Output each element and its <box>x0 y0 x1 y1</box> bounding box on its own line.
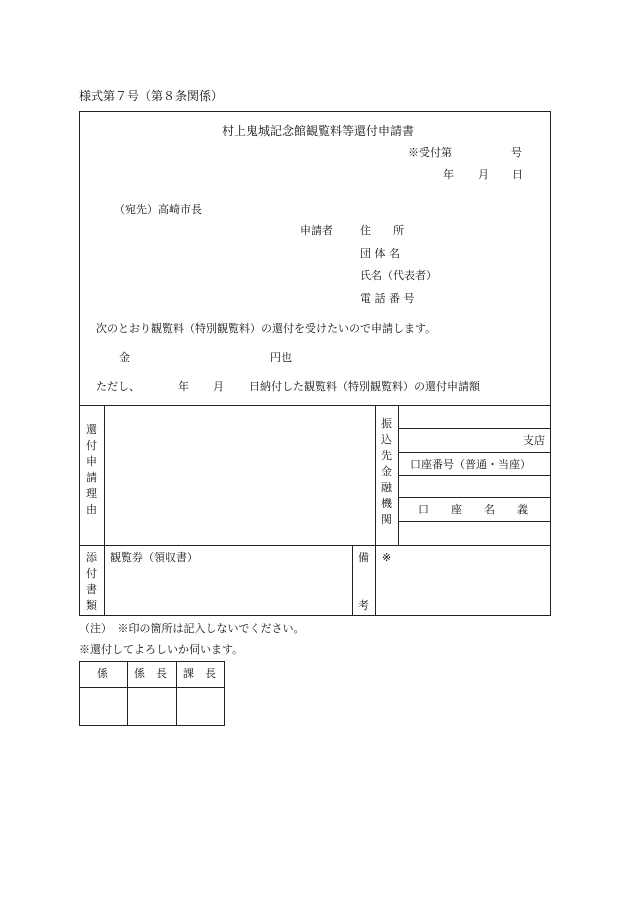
date-day: 日 <box>512 168 523 181</box>
attach-label-divider <box>104 545 105 616</box>
applicant-group: 団 体 名 <box>360 247 400 260</box>
attach-divider <box>79 545 551 546</box>
reason-label: 還 付 申 請 理 由 <box>86 423 97 516</box>
form-number: 様式第７号（第８条関係） <box>79 89 224 103</box>
date-year: 年 <box>443 168 454 181</box>
remarks-label-1: 備 <box>358 551 369 564</box>
remarks-label-2: 考 <box>358 599 369 612</box>
bank-account-name: 口 座 名 義 <box>418 503 528 516</box>
applicant-address: 住 所 <box>360 224 404 237</box>
bank-row-line <box>398 428 551 429</box>
proviso-suffix: 日納付した観覧料（特別観覧料）の還付申請額 <box>249 380 480 393</box>
bank-name-input[interactable] <box>399 406 550 427</box>
amount-label: 金 <box>119 351 130 364</box>
amount-unit: 円也 <box>270 351 292 364</box>
approval-cell-1[interactable] <box>80 688 126 725</box>
account-name-input[interactable] <box>399 522 550 544</box>
attach-label: 添 付 書 類 <box>86 551 97 612</box>
bank-account-no: 口座番号（普通・当座） <box>410 458 531 471</box>
remarks-left-divider <box>352 545 353 616</box>
applicant-phone: 電 話 番 号 <box>360 292 415 305</box>
bank-label: 振 込 先 金 融 機 関 <box>381 417 392 526</box>
statement: 次のとおり観覧料（特別観覧料）の還付を受けたいので申請します。 <box>96 322 437 335</box>
bank-branch: 支店 <box>523 434 545 447</box>
proviso-month: 月 <box>213 380 224 393</box>
account-number-input[interactable] <box>399 476 550 496</box>
approval-question: ※還付してよろしいか伺います。 <box>79 643 244 656</box>
approval-col-1: 係 <box>97 667 108 680</box>
remarks-label-divider <box>375 545 376 616</box>
addressee: （宛先）高崎市長 <box>114 203 202 216</box>
proviso-prefix: ただし、 <box>96 380 140 393</box>
approval-col-3: 課 長 <box>183 667 216 680</box>
remarks-mark: ※ <box>382 551 392 564</box>
note: （注） ※印の箇所は記入しないでください。 <box>79 622 305 635</box>
approval-cell-2[interactable] <box>128 688 175 725</box>
date-month: 月 <box>478 168 489 181</box>
attachment-text: 観覧券（領収書） <box>110 551 198 564</box>
bank-row-line <box>398 452 551 453</box>
applicant-label: 申請者 <box>300 224 333 237</box>
receipt-no-prefix: ※受付第 <box>408 146 452 159</box>
reason-input-area[interactable] <box>105 406 374 544</box>
approval-cell-3[interactable] <box>177 688 224 725</box>
applicant-name: 氏名（代表者） <box>360 269 437 282</box>
form-title: 村上鬼城記念館観覧料等還付申請書 <box>222 124 415 138</box>
receipt-no-suffix: 号 <box>511 146 522 159</box>
proviso-year: 年 <box>178 380 189 393</box>
approval-col-2: 係 長 <box>134 667 167 680</box>
bank-row-line <box>398 497 551 498</box>
